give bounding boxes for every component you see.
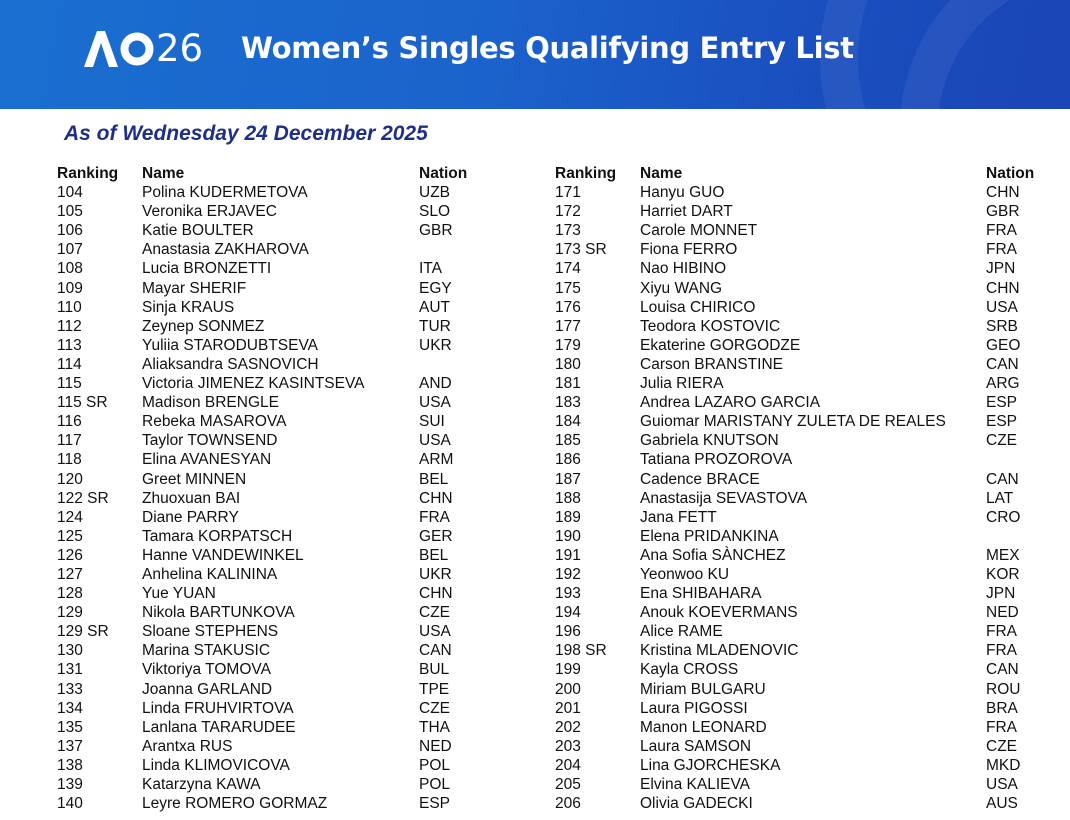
table-row [555,680,1055,699]
player-name-cell: Veronika ERJAVEC [142,203,277,221]
player-name-cell: Jana FETT [640,508,717,526]
table-header [57,164,527,183]
table-row [555,298,1055,317]
nation-cell: FRA [986,222,1017,240]
rank-cell: 126 [57,546,83,564]
rank-cell: 190 [555,527,581,545]
nation-cell: ROU [986,680,1021,698]
nation-cell: CHN [419,489,453,507]
rank-cell: 189 [555,508,581,526]
nation-cell: GBR [986,203,1020,221]
player-name-cell: Nikola BARTUNKOVA [142,604,295,622]
nation-cell: AUS [986,795,1018,813]
nation-cell: USA [419,623,451,641]
nation-cell: FRA [986,718,1017,736]
rank-cell: 105 [57,203,83,221]
player-name-cell: Katie BOULTER [142,222,254,240]
player-name-cell: Lanlana TARARUDEE [142,718,296,736]
player-name-cell: Tatiana PROZOROVA [640,451,793,469]
rank-cell: 112 [57,317,82,335]
header-ranking: Ranking [57,165,119,182]
rank-cell: 176 [555,298,581,316]
nation-cell: CZE [419,604,450,622]
player-name-cell: Lina GJORCHESKA [640,756,781,774]
table-row [555,393,1055,412]
rank-cell: 115 [57,375,82,393]
nation-cell: CZE [986,432,1017,450]
rank-cell: 172 [555,203,581,221]
header-nation: Nation [986,165,1035,182]
player-name-cell: Katarzyna KAWA [142,776,261,793]
player-name-cell: Sinja KRAUS [142,298,235,316]
rank-cell: 113 [57,336,82,354]
rank-cell: 114 [57,355,82,373]
entry-table-right [555,164,1055,813]
nation-cell: AUT [419,298,450,316]
rank-cell: 131 [57,661,83,679]
table-row [555,508,1055,527]
nation-cell: CZE [419,699,450,717]
table-row [57,680,527,699]
rank-cell: 187 [555,470,581,488]
player-name-cell: Mayar SHERIF [142,279,247,297]
rank-cell: 139 [57,776,83,793]
player-name-cell: Julia RIERA [640,375,724,393]
nation-cell: FRA [986,642,1017,660]
ao-logo-o-icon [120,32,154,66]
header-name: Name [142,165,185,182]
table-row [555,622,1055,641]
rank-cell: 104 [57,184,83,202]
player-name-cell: Hanyu GUO [640,184,725,202]
rank-cell: 129 SR [57,623,109,641]
player-name-cell: Tamara KORPATSCH [142,527,293,545]
table-row [555,470,1055,489]
player-name-cell: Diane PARRY [142,508,239,526]
nation-cell: USA [986,298,1018,316]
rank-cell: 127 [57,565,83,583]
rank-cell: 133 [57,680,83,698]
rank-cell: 183 [555,394,581,412]
table-row [555,756,1055,775]
nation-cell: CHN [986,184,1020,202]
table-row [57,489,527,508]
table-row [57,546,527,565]
nation-cell: UZB [419,184,450,202]
player-name-cell: Madison BRENGLE [142,394,279,412]
nation-cell: UKR [419,336,452,354]
rank-cell: 106 [57,222,83,240]
table-row [57,221,527,240]
nation-cell: USA [986,776,1018,793]
player-name-cell: Manon LEONARD [640,718,767,736]
table-row [57,527,527,546]
player-name-cell: Yuliia STARODUBTSEVA [142,336,319,354]
nation-cell: BUL [419,661,450,679]
table-row [57,660,527,679]
nation-cell: KOR [986,565,1020,583]
ao26-logo [84,27,203,71]
table-row [57,317,527,336]
rank-cell: 116 [57,413,82,431]
player-name-cell: Andrea LAZARO GARCIA [640,394,821,412]
rank-cell: 122 SR [57,489,109,507]
table-row [555,279,1055,298]
table-row [57,183,527,202]
player-name-cell: Harriet DART [640,203,733,221]
nation-cell: MEX [986,546,1020,564]
rank-cell: 203 [555,737,581,755]
player-name-cell: Victoria JIMENEZ KASINTSEVA [142,375,365,393]
rank-cell: 202 [555,718,581,736]
table-row [57,699,527,718]
nation-cell: ESP [986,394,1018,412]
player-name-cell: Elina AVANESYAN [142,451,272,469]
header-banner [0,0,1070,109]
nation-cell: JPN [986,260,1016,278]
table-row [555,412,1055,431]
player-name-cell: Fiona FERRO [640,241,738,259]
nation-cell: ITA [419,260,442,278]
table-row [555,565,1055,584]
nation-cell: NED [419,737,452,755]
player-name-cell: Elena PRIDANKINA [640,527,779,545]
nation-cell: TPE [419,680,450,698]
player-name-cell: Joanna GARLAND [142,680,273,698]
player-name-cell: Guiomar MARISTANY ZULETA DE REALES [640,413,946,431]
rank-cell: 184 [555,413,581,431]
table-row [57,775,527,794]
rank-cell: 204 [555,756,581,774]
nation-cell: POL [419,776,451,793]
rank-cell: 134 [57,699,83,717]
rank-cell: 171 [555,184,581,202]
nation-cell: CRO [986,508,1021,526]
table-row [555,584,1055,603]
page-title: Women’s Singles Qualifying Entry List [241,31,854,65]
player-name-cell: Elvina KALIEVA [640,776,750,793]
rank-cell: 185 [555,432,581,450]
player-name-cell: Laura PIGOSSI [640,699,748,717]
player-name-cell: Ana Sofia SÀNCHEZ [640,546,786,564]
table-row [57,298,527,317]
header-name: Name [640,165,683,182]
rank-cell: 173 [555,222,581,240]
table-row [555,527,1055,546]
nation-cell: MKD [986,756,1021,774]
rank-cell: 175 [555,279,581,297]
player-name-cell: Leyre ROMERO GORMAZ [142,795,328,813]
table-row [57,431,527,450]
rank-cell: 110 [57,298,82,316]
rank-cell: 191 [555,546,581,564]
rank-cell: 198 SR [555,642,607,660]
table-row [57,584,527,603]
table-row [555,259,1055,278]
rank-cell: 125 [57,527,83,545]
player-name-cell: Ekaterine GORGODZE [640,336,801,354]
table-row [57,737,527,756]
player-name-cell: Alice RAME [640,623,723,641]
table-row [57,450,527,469]
table-row [555,374,1055,393]
player-name-cell: Polina KUDERMETOVA [142,184,308,202]
player-name-cell: Aliaksandra SASNOVICH [142,355,319,373]
rank-cell: 109 [57,279,83,297]
player-name-cell: Anastasija SEVASTOVA [640,489,808,507]
rank-cell: 140 [57,795,83,813]
player-name-cell: Nao HIBINO [640,260,727,278]
player-name-cell: Linda KLIMOVICOVA [142,756,290,774]
table-row [555,489,1055,508]
nation-cell: POL [419,756,451,774]
table-header [555,164,1055,183]
player-name-cell: Louisa CHIRICO [640,298,756,316]
table-row [555,737,1055,756]
rank-cell: 174 [555,260,581,278]
player-name-cell: Teodora KOSTOVIC [640,317,781,335]
rank-cell: 188 [555,489,581,507]
table-row [555,450,1055,469]
rank-cell: 200 [555,680,581,698]
player-name-cell: Linda FRUHVIRTOVA [142,699,294,717]
player-name-cell: Greet MINNEN [142,470,247,488]
entry-table-left [57,164,527,813]
player-name-cell: Viktoriya TOMOVA [142,661,271,679]
rank-cell: 115 SR [57,394,108,412]
nation-cell: BEL [419,470,449,488]
player-name-cell: Cadence BRACE [640,470,760,488]
as-of-date: As of Wednesday 24 December 2025 [64,122,428,145]
nation-cell: AND [419,375,452,393]
player-name-cell: Taylor TOWNSEND [142,432,278,450]
table-row [555,317,1055,336]
table-row [57,412,527,431]
table-row [57,508,527,527]
nation-cell: ESP [986,413,1018,431]
rank-cell: 194 [555,604,581,622]
nation-cell: CHN [419,585,453,603]
player-name-cell: Carson BRANSTINE [640,355,783,373]
nation-cell: TUR [419,317,451,335]
nation-cell: ARM [419,451,454,469]
rank-cell: 192 [555,565,581,583]
nation-cell: CAN [986,355,1019,373]
nation-cell: LAT [986,489,1014,507]
nation-cell: USA [419,432,451,450]
player-name-cell: Arantxa RUS [142,737,233,755]
table-row [57,336,527,355]
rank-cell: 117 [57,432,82,450]
rank-cell: 205 [555,776,581,793]
nation-cell: SLO [419,203,451,221]
rank-cell: 180 [555,355,581,373]
player-name-cell: Olivia GADECKI [640,795,753,813]
rank-cell: 129 [57,604,83,622]
nation-cell: NED [986,604,1019,622]
player-name-cell: Marina STAKUSIC [142,642,271,660]
table-row [555,355,1055,374]
nation-cell: CAN [986,470,1019,488]
table-row [57,603,527,622]
player-name-cell: Sloane STEPHENS [142,623,279,641]
nation-cell: BRA [986,699,1018,717]
rank-cell: 124 [57,508,83,526]
table-row [555,718,1055,737]
nation-cell: CZE [986,737,1017,755]
table-row [555,546,1055,565]
player-name-cell: Ena SHIBAHARA [640,585,762,603]
nation-cell: CAN [419,642,452,660]
rank-cell: 120 [57,470,83,488]
nation-cell: ESP [419,795,451,813]
player-name-cell: Anastasia ZAKHAROVA [142,241,309,259]
rank-cell: 135 [57,718,83,736]
table-row [555,336,1055,355]
rank-cell: 107 [57,241,83,259]
nation-cell: UKR [419,565,452,583]
table-row [555,183,1055,202]
table-row [555,202,1055,221]
player-name-cell: Hanne VANDEWINKEL [142,546,304,564]
player-name-cell: Laura SAMSON [640,737,752,755]
table-row [57,393,527,412]
player-name-cell: Kayla CROSS [640,661,739,679]
player-name-cell: Gabriela KNUTSON [640,432,779,450]
player-name-cell: Anhelina KALININA [142,565,278,583]
nation-cell: USA [419,394,451,412]
nation-cell: GBR [419,222,453,240]
nation-cell: CAN [986,661,1019,679]
header-ranking: Ranking [555,165,617,182]
table-row [555,240,1055,259]
header-nation: Nation [419,165,468,182]
player-name-cell: Zeynep SONMEZ [142,317,265,335]
table-row [555,794,1055,813]
table-row [555,431,1055,450]
player-name-cell: Anouk KOEVERMANS [640,604,798,622]
table-row [57,374,527,393]
rank-cell: 173 SR [555,241,607,259]
table-row [57,794,527,813]
nation-cell: THA [419,718,450,736]
nation-cell: FRA [419,508,450,526]
nation-cell: JPN [986,585,1016,603]
nation-cell: CHN [986,279,1020,297]
logo-year: 26 [156,27,204,70]
rank-cell: 128 [57,585,83,603]
table-row [57,240,527,259]
table-row [555,775,1055,794]
rank-cell: 206 [555,795,581,813]
table-row [57,470,527,489]
table-row [57,279,527,298]
player-name-cell: Lucia BRONZETTI [142,260,272,278]
player-name-cell: Yue YUAN [142,585,216,603]
rank-cell: 179 [555,336,581,354]
nation-cell: GER [419,527,453,545]
rank-cell: 137 [57,737,83,755]
player-name-cell: Kristina MLADENOVIC [640,642,799,660]
nation-cell: EGY [419,279,452,297]
player-name-cell: Yeonwoo KU [640,565,730,583]
nation-cell: BEL [419,546,449,564]
table-row [57,355,527,374]
nation-cell: SUI [419,413,445,431]
rank-cell: 199 [555,661,581,679]
player-name-cell: Carole MONNET [640,222,758,240]
rank-cell: 108 [57,260,83,278]
player-name-cell: Xiyu WANG [640,279,723,297]
table-row [57,641,527,660]
table-row [555,699,1055,718]
table-row [57,202,527,221]
nation-cell: FRA [986,241,1017,259]
nation-cell: ARG [986,375,1020,393]
nation-cell: FRA [986,623,1017,641]
table-row [57,622,527,641]
rank-cell: 118 [57,451,82,469]
player-name-cell: Rebeka MASAROVA [142,413,287,431]
table-row [555,660,1055,679]
table-row [57,756,527,775]
table-row [555,603,1055,622]
rank-cell: 130 [57,642,83,660]
nation-cell: SRB [986,317,1018,335]
table-row [555,221,1055,240]
ao-logo-a-icon [84,31,118,67]
table-row [57,565,527,584]
table-row [555,641,1055,660]
rank-cell: 177 [555,317,581,335]
player-name-cell: Miriam BULGARU [640,680,766,698]
nation-cell: GEO [986,336,1021,354]
rank-cell: 201 [555,699,581,717]
rank-cell: 186 [555,451,581,469]
table-row [57,259,527,278]
rank-cell: 193 [555,585,581,603]
player-name-cell: Zhuoxuan BAI [142,489,241,507]
rank-cell: 181 [555,375,581,393]
rank-cell: 196 [555,623,581,641]
table-row [57,718,527,737]
rank-cell: 138 [57,756,83,774]
